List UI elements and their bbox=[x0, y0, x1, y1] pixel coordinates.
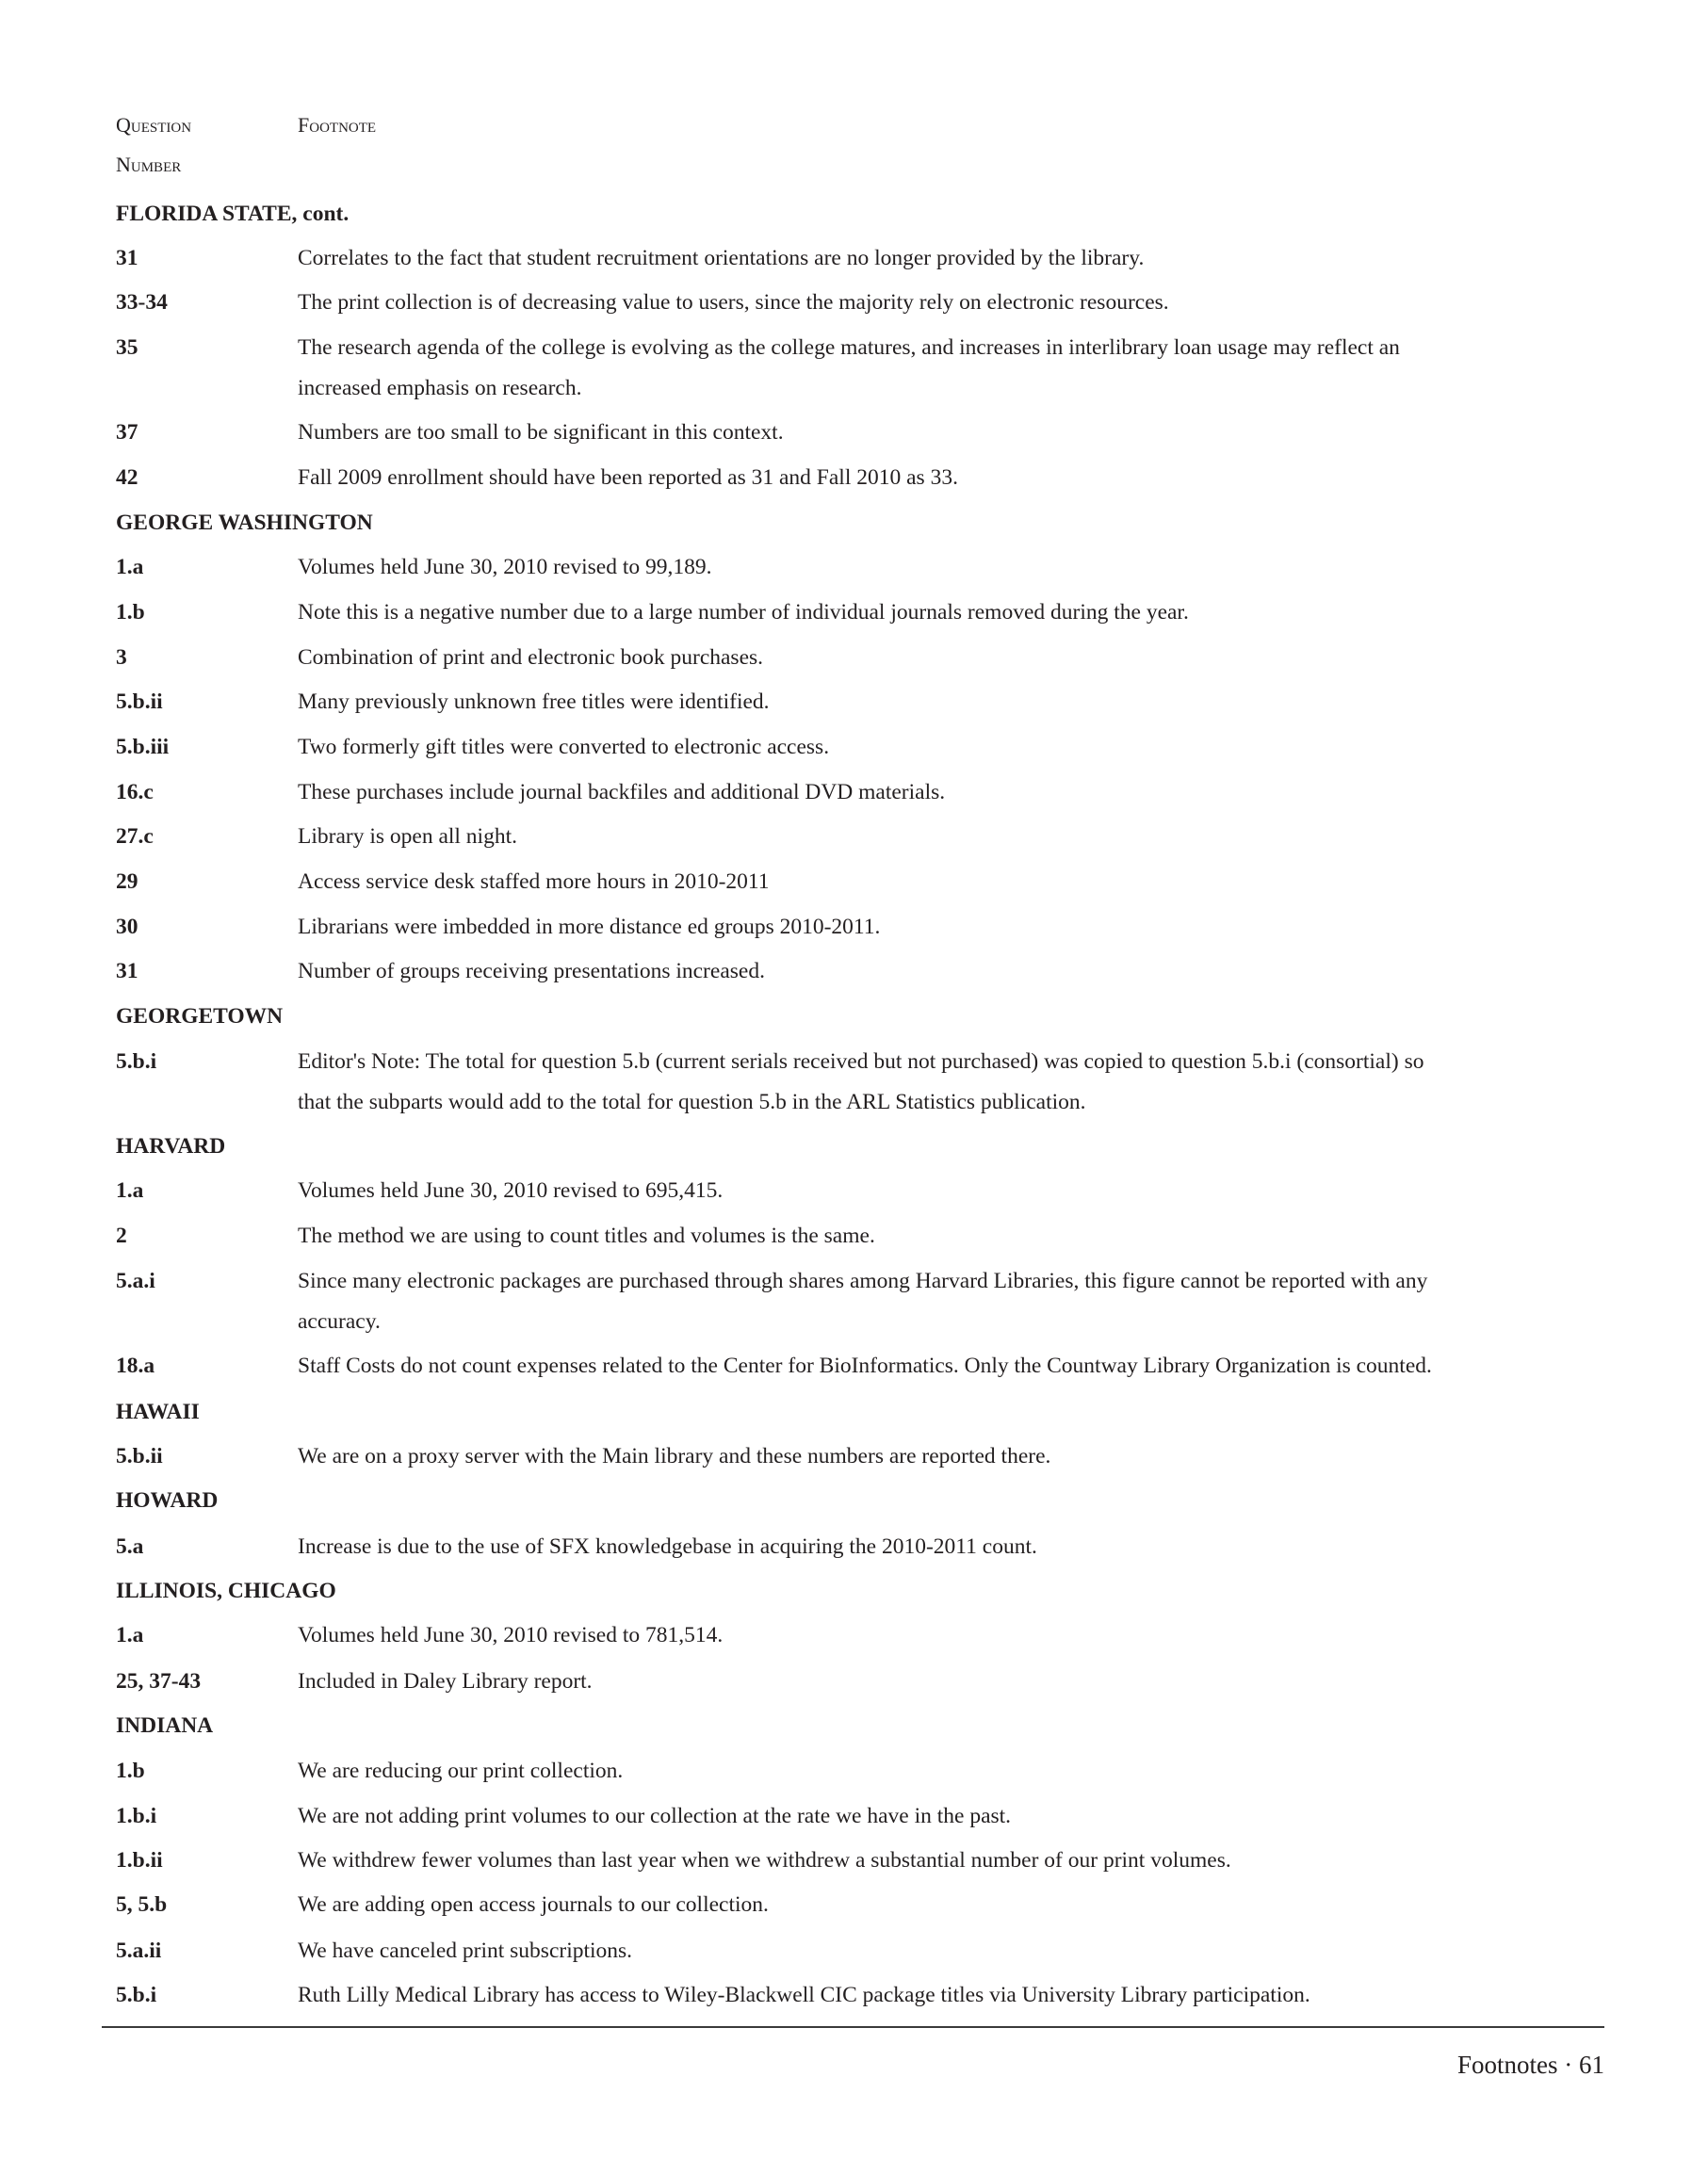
footnote-text-line: We are on a proxy server with the Main library and these numbers are reported there. bbox=[298, 1444, 1051, 1468]
footnote-text bbox=[298, 328, 1617, 409]
footnote-text bbox=[298, 1042, 1617, 1123]
footnote-text bbox=[298, 951, 1617, 992]
question-number: 1.b.ii bbox=[116, 1848, 163, 1873]
footnote-text-line: Correlates to the fact that student recruitment orientations are no longer provided by the library. bbox=[298, 246, 1145, 270]
footnote-text-line: accuracy. bbox=[298, 1309, 381, 1334]
footnote-text bbox=[298, 817, 1617, 857]
footnote-text bbox=[298, 592, 1617, 633]
footnote-text-line: Two formerly gift titles were converted to electronic access. bbox=[298, 735, 830, 759]
institution-heading: GEORGE WASHINGTON bbox=[116, 511, 373, 535]
footnote-text bbox=[298, 458, 1617, 498]
column-header-question: Question bbox=[116, 113, 192, 137]
question-number: 1.a bbox=[116, 555, 144, 579]
footnote-text bbox=[298, 727, 1617, 768]
column-header-number: Number bbox=[116, 153, 182, 176]
footnote-text-line: Number of groups receiving presentations increased. bbox=[298, 959, 765, 983]
footnote-text bbox=[298, 1346, 1617, 1387]
footnote-text-line: Fall 2009 enrollment should have been reported as 31 and Fall 2010 as 33. bbox=[298, 465, 958, 490]
institution-heading: INDIANA bbox=[116, 1713, 214, 1738]
footnote-text bbox=[298, 1975, 1617, 2016]
question-number: 5.b.iii bbox=[116, 735, 170, 759]
footer-divider bbox=[102, 2026, 1604, 2028]
footnote-text bbox=[298, 547, 1617, 588]
question-number: 16.c bbox=[116, 780, 154, 804]
footnote-text-line: Increase is due to the use of SFX knowledgebase in acquiring the 2010-2011 count. bbox=[298, 1534, 1037, 1559]
footnote-text-line: We are reducing our print collection. bbox=[298, 1759, 624, 1783]
question-number: 42 bbox=[116, 465, 138, 490]
footnote-text bbox=[298, 1751, 1617, 1792]
footnote-text bbox=[298, 1436, 1617, 1477]
footnote-text-line: Many previously unknown free titles were identified. bbox=[298, 690, 770, 714]
footnote-text bbox=[298, 1261, 1617, 1342]
question-number: 31 bbox=[116, 959, 138, 983]
footnote-text-line: We are not adding print volumes to our collection at the rate we have in the past. bbox=[298, 1804, 1012, 1828]
question-number: 3 bbox=[116, 645, 127, 670]
footnote-text-line: Volumes held June 30, 2010 revised to 99,189. bbox=[298, 555, 712, 579]
institution-heading: FLORIDA STATE, cont. bbox=[116, 202, 350, 226]
footnote-text bbox=[298, 1171, 1617, 1211]
institution-heading: HOWARD bbox=[116, 1488, 219, 1513]
footnote-text-line: Librarians were imbedded in more distance ed groups 2010-2011. bbox=[298, 915, 881, 939]
footnote-text-line: Volumes held June 30, 2010 revised to 781,514. bbox=[298, 1623, 724, 1647]
footnote-text-line: Included in Daley Library report. bbox=[298, 1669, 593, 1694]
footnote-text bbox=[298, 1662, 1617, 1702]
question-number: 5.a.ii bbox=[116, 1939, 162, 1963]
footnote-text bbox=[298, 238, 1617, 279]
question-number: 30 bbox=[116, 915, 138, 939]
footnote-text bbox=[298, 1615, 1617, 1656]
question-number: 5.b.i bbox=[116, 1983, 157, 2007]
footnote-text-line: increased emphasis on research. bbox=[298, 376, 582, 400]
footnote-text-line: The method we are using to count titles and volumes is the same. bbox=[298, 1224, 875, 1248]
footnote-text bbox=[298, 638, 1617, 678]
question-number: 25, 37-43 bbox=[116, 1669, 202, 1694]
question-number: 18.a bbox=[116, 1354, 155, 1378]
institution-heading: HARVARD bbox=[116, 1134, 226, 1159]
footnote-text bbox=[298, 283, 1617, 323]
question-number: 1.b bbox=[116, 600, 145, 625]
footnote-text bbox=[298, 1885, 1617, 1925]
footnote-text bbox=[298, 1216, 1617, 1257]
footnote-text-line: We withdrew fewer volumes than last year when we withdrew a substantial number of our print volumes. bbox=[298, 1848, 1231, 1873]
footnote-text-line: The print collection is of decreasing value to users, since the majority rely on electronic resources. bbox=[298, 290, 1169, 315]
footnote-text-line: Access service desk staffed more hours in 2010-2011 bbox=[298, 869, 770, 894]
institution-heading: HAWAII bbox=[116, 1400, 200, 1424]
institution-heading: ILLINOIS, CHICAGO bbox=[116, 1579, 336, 1603]
footnote-text bbox=[298, 1796, 1617, 1837]
question-number: 5, 5.b bbox=[116, 1892, 168, 1917]
footnote-text-line: Since many electronic packages are purchased through shares among Harvard Libraries, this figure cannot be reported with any bbox=[298, 1269, 1428, 1293]
question-number: 33-34 bbox=[116, 290, 168, 315]
question-number: 27.c bbox=[116, 824, 154, 849]
footnote-text bbox=[298, 1841, 1617, 1881]
footnote-text bbox=[298, 682, 1617, 722]
question-number: 37 bbox=[116, 420, 138, 445]
question-number: 5.b.ii bbox=[116, 1444, 163, 1468]
question-number: 31 bbox=[116, 246, 138, 270]
footnote-text bbox=[298, 907, 1617, 948]
question-number: 35 bbox=[116, 335, 138, 360]
footnote-text bbox=[298, 772, 1617, 813]
footnote-text-line: that the subparts would add to the total for question 5.b in the ARL Statistics publication. bbox=[298, 1090, 1086, 1114]
footnote-text bbox=[298, 413, 1617, 453]
footnote-text-line: Library is open all night. bbox=[298, 824, 517, 849]
question-number: 1.b bbox=[116, 1759, 145, 1783]
footnote-text-line: Combination of print and electronic book purchases. bbox=[298, 645, 764, 670]
footnote-text-line: Ruth Lilly Medical Library has access to Wiley-Blackwell CIC package titles via University Library participation. bbox=[298, 1983, 1310, 2007]
footnote-text bbox=[298, 1527, 1617, 1567]
footnote-text-line: Numbers are too small to be significant in this context. bbox=[298, 420, 784, 445]
footnote-text-line: Staff Costs do not count expenses related to the Center for BioInformatics. Only the Countway Library Organization is counted. bbox=[298, 1354, 1432, 1378]
question-number: 2 bbox=[116, 1224, 127, 1248]
footnote-text-line: We have canceled print subscriptions. bbox=[298, 1939, 633, 1963]
footnote-text-line: The research agenda of the college is evolving as the college matures, and increases in interlibrary loan usage may reflect an bbox=[298, 335, 1400, 360]
footnote-text-line: Editor's Note: The total for question 5.b (current serials received but not purchased) was copied to question 5.b.i (consortial) so bbox=[298, 1049, 1424, 1074]
question-number: 5.a bbox=[116, 1534, 144, 1559]
footnote-text-line: We are adding open access journals to our collection. bbox=[298, 1892, 769, 1917]
column-header-footnote: Footnote bbox=[298, 113, 377, 137]
question-number: 5.b.ii bbox=[116, 690, 163, 714]
question-number: 1.b.i bbox=[116, 1804, 157, 1828]
footnote-text bbox=[298, 1931, 1617, 1971]
footnote-text-line: These purchases include journal backfiles and additional DVD materials. bbox=[298, 780, 946, 804]
institution-heading: GEORGETOWN bbox=[116, 1004, 284, 1029]
footnote-text-line: Note this is a negative number due to a large number of individual journals removed during the year. bbox=[298, 600, 1189, 625]
question-number: 5.b.i bbox=[116, 1049, 157, 1074]
question-number: 1.a bbox=[116, 1623, 144, 1647]
question-number: 1.a bbox=[116, 1178, 144, 1203]
page-footer: Footnotes · 61 bbox=[1456, 2051, 1604, 2079]
question-number: 5.a.i bbox=[116, 1269, 155, 1293]
question-number: 29 bbox=[116, 869, 138, 894]
footnote-text-line: Volumes held June 30, 2010 revised to 695,415. bbox=[298, 1178, 724, 1203]
footnote-text bbox=[298, 862, 1617, 902]
